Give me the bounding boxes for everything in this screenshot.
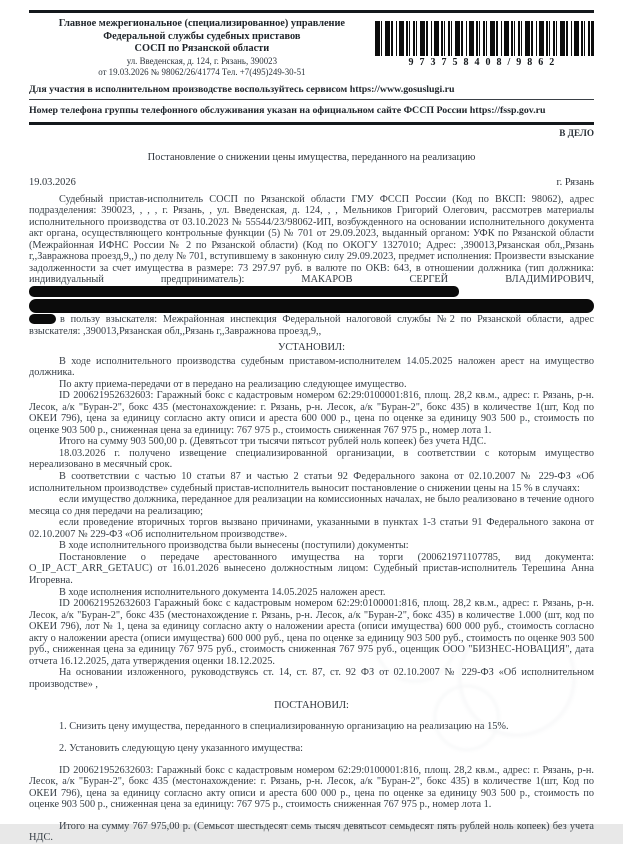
established-paragraph: На основании изложенного, руководствуясь ст. 14, ст. 87, ст. 92 ФЗ от 02.10.2007 № 229-ФЗ «Об исполнительном производстве» , [29,667,594,690]
phone-notice: Номер телефона группы телефонного обслуживания указан на официальном сайте ФССП России https://fssp.gov.ru [29,105,546,117]
redaction-bar-small [29,314,56,324]
intro-text: Судебный пристав-исполнитель СОСП по Рязанской области ГМУ ФССП России (Код по ВКСП: 98062), адрес подразделения: 390023, , , , г. Рязань, , ул. Введенская, д. 124, , , Мельников Григорий Олегович, рассмотрев материалы исполнительного производства от 03.10.2023 № 55544/23/98062-ИП, возбужденного на основании исполнительного документа акт органа, осуществляющего контрольные функции (5) № 701 от 29.09.2023, выданный органом: УФК по Рязанской области (Межрайонная ИФНС России № 2 по Рязанской области) (Код по ОКОГУ 1327010; Адрес: ,390013,Рязанская обл,,Рязань г,,Завражнова проезд,9,,) по делу № 701, вступившему в законную силу 29.09.2023, предмет исполнения: Произвести взыскание задолженности за счет имущества в размере: 73 297.97 руб. в валюте по ОКВ: 643, в отношении должника (тип должника: индивидуальный предприниматель): МАКАРОВ СЕРГЕЙ ВЛАДИМИРОВИЧ, [29,193,594,286]
resolved-heading: ПОСТАНОВИЛ: [274,700,349,712]
established-heading: УСТАНОВИЛ: [278,341,345,353]
resolved-paragraph: 2. Установить следующую цену указанного имущества: [59,742,304,754]
claimant-paragraph [29,314,594,337]
org-division: СОСП по Рязанской области [134,43,270,55]
established-paragraph: В ходе исполнительного производства судебным приставом-исполнителем 14.05.2025 наложен арест на имущество должника. [29,355,594,379]
established-paragraph: В ходе исполнения исполнительного документа 14.05.2025 наложен арест. [59,586,386,598]
doc-ref-number: от 19.03.2026 № 98062/26/41774 Тел. +7(495)249-30-51 [98,67,306,78]
established-paragraph: В ходе исполнительного производства были вынесены (поступили) документы: [59,540,409,552]
established-paragraph: ID 200621952632603 Гаражный бокс с кадастровым номером 62:29:0100001:816, площ. 28,2 кв.м., адрес: г. Рязань, р-н. Лесок, а/к "Буран-2", бокс 435 (местонахождение г. Рязань, р-н. Лесок, а/к "Буран-2", бокс 435) в количестве 1.000 (шт, код по ОКЕИ 796), лот № 1, цена за единицу согласно акту о наложении ареста (описи имущества) 600 000 руб., стоимость согласно акту о наложении ареста (описи имущества) 600 000 руб., цена по оценке за единицу 903 500 руб., стоимость по оценке 903 500 руб., сниженная цена за единицу 767 975 руб., стоимость сниженная 767 975 руб., оценщик ООО "БИЗНЕС-НОВАЦИЯ", дата отчета 16.12.2025, дата утверждения оценки 18.12.2025. [29,598,594,667]
top-rule [29,10,594,13]
established-paragraph: В соответствии с частью 10 статьи 87 и частью 2 статьи 92 Федерального закона от 02.10.2007 № 229-ФЗ «Об исполнительном производстве» судебный пристав-исполнитель выносит постановление о снижении цены на 15 % в случаях: [29,471,594,494]
gosuslugi-notice: Для участия в исполнительном производстве воспользуйтесь сервисом https://www.gosuslugi.ru [29,83,455,95]
resolved-section [29,721,594,843]
org-address: ул. Введенская, д. 124, г. Рязань, 390023 [126,55,278,66]
redaction-bar-full [29,299,594,313]
document-title: Постановление о снижении цены имущества, переданного на реализацию [147,151,476,163]
document-city: г. Рязань [556,176,594,188]
established-paragraph: По акту приема-передачи от в передано на реализацию следующее имущество. [59,378,407,390]
established-paragraph: ID 200621952632603: Гаражный бокс с кадастровым номером 62:29:0100001:816, площ. 28,2 кв.м., адрес: г. Рязань, р-н. Лесок, а/к "Буран-2", бокс 435 (местонахождение: г. Рязань, р-н. Лесок, а/к "Буран-2", бокс 435) в количестве 1(шт, Код по ОКЕИ 796), цена за единицу согласно акту описи и ареста 600 000 р., цена по оценке за единицу 903 500 р., стоимость по оценке 903 500 р., сниженная цена за единицу: 767 975 р., стоимость сниженная 767 975 р., номер лота 1. [29,390,594,436]
case-mark: В ДЕЛО [559,127,594,138]
intro-paragraph [29,194,594,299]
resolved-paragraph: 1. Снизить цену имущества, переданного в специализированную организацию на реализацию на 15%. [59,721,509,733]
document-body [29,194,594,844]
letterhead-org-block [29,18,375,79]
barcode [375,18,594,68]
divider-thick [29,122,594,125]
letterhead [29,18,594,79]
established-paragraph: 18.03.2026 г. получено извещение специализированной организации, в соответствии с которым имущество нереализовано в месячный срок. [29,447,594,471]
org-name: Главное межрегиональное (специализированное) управление Федеральной службы судебных приставов [58,18,345,42]
established-paragraph: если проведение вторичных торгов вызвано причинами, указанными в пунктах 1-3 статьи 91 Федерального закона от 02.10.2007 № 229-ФЗ «Об исполнительном производстве». [29,517,594,540]
date-row [29,177,594,188]
barcode-bars-icon [375,21,594,56]
established-paragraph: если имущество должника, переданное для реализации на комиссионных началах, не было реализовано в течение одного месяца со дня передачи на реализацию; [29,494,594,517]
established-section [29,356,594,691]
document-date: 19.03.2026 [29,176,76,188]
established-paragraph: Итого на сумму 903 500,00 р. (Девятьсот три тысячи пятьсот рублей ноль копеек) без учета НДС. [59,436,487,448]
established-paragraph: Постановление о передаче арестованного имущества на торги (200621971107785, вид документа: O_IP_ACT_ARR_GETAUC) от 16.01.2026 вынесено должностным лицом: Судебный пристав-исполнитель Терешина Анна Игоревна. [29,551,594,586]
resolved-paragraph: ID 200621952632603: Гаражный бокс с кадастровым номером 62:29:0100001:816, площ. 28,2 кв.м., адрес: г. Рязань, р-н. Лесок, а/к "Буран-2", бокс 435 (местонахождение: г. Рязань, р-н. Лесок, а/к "Буран-2", бокс 435) в количестве 1(шт, Код по ОКЕИ 796), цена за единицу согласно акту описи и ареста 600 000 р., цена по оценке за единицу 903 500 р., стоимость по оценке 903 500 р., сниженная цена за единицу: 767 975 р., стоимость сниженная 767 975 р., номер лота 1. [29,764,594,811]
redaction-bar [29,286,459,297]
resolved-paragraph: Итого на сумму 767 975,00 р. (Семьсот шестьдесят семь тысяч девятьсот семьдесят пять рублей ноль копеек) без учета НДС. [29,820,594,844]
claimant-text: в пользу взыскателя: Межрайонная инспекция Федеральной налоговой службы №2 по Рязанской области, адрес взыскателя: ,390013,Рязанская обл,,Рязань г,,Завражнова проезд,9,, [29,314,594,338]
barcode-digits: 973758408/9862 [408,57,561,68]
divider-thin [29,99,594,100]
